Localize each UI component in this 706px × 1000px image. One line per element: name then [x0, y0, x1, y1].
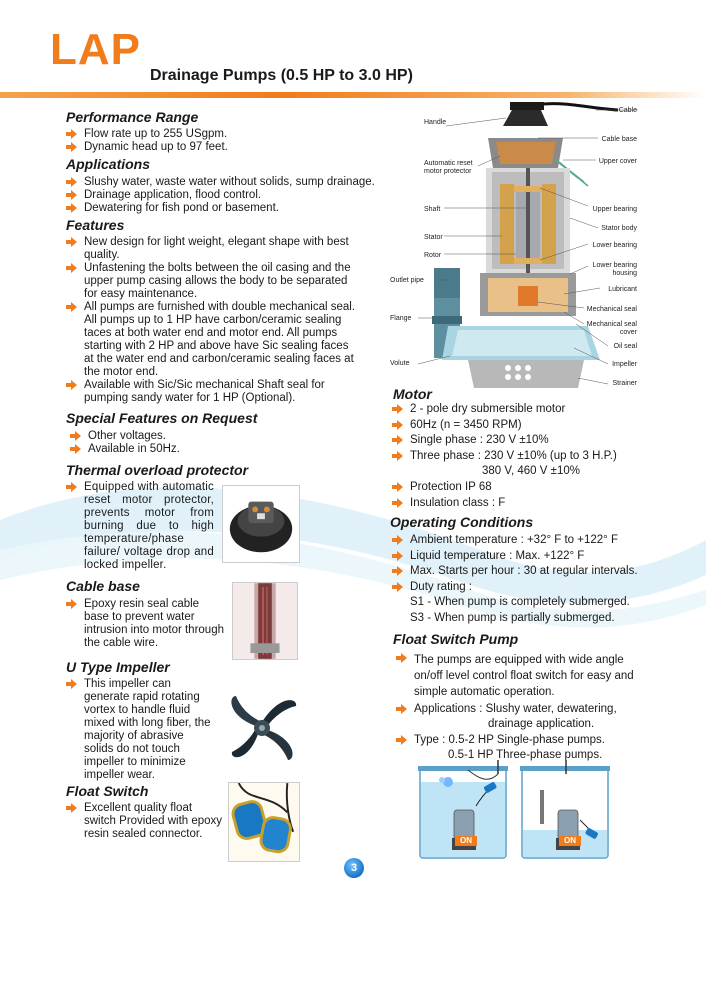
label-upper-cover: Upper cover	[598, 158, 637, 165]
float-pump-illustration	[418, 760, 612, 860]
list-item: Liquid temperature : Max. +122° F	[392, 550, 672, 563]
u-type-impeller-heading: U Type Impeller	[66, 659, 170, 675]
list-item: Insulation class : F	[392, 497, 672, 510]
arrow-bullet-icon	[392, 498, 403, 508]
list-item: All pumps are furnished with double mechanical seal. All pumps up to 1 HP have carbon/ceramic sealing taces at both water end and motor end. All pumps starting with 2 HP and above have Sic sealing faces at the water end and carbon/ceramic sealing faces at the motor end.	[66, 301, 356, 379]
label-lubricant: Lubricant	[608, 286, 637, 293]
float-switch-photo	[228, 782, 300, 862]
list-item: Three phase : 230 V ±10% (up to 3 H.P.)	[392, 450, 672, 463]
arrow-bullet-icon	[66, 142, 77, 152]
list-item: Max. Starts per hour : 30 at regular intervals.	[392, 565, 672, 578]
performance-heading: Performance Range	[66, 109, 199, 125]
special-features-heading: Special Features on Request	[66, 410, 258, 426]
thermal-protector-heading: Thermal overload protector	[66, 462, 249, 478]
list-item: Slushy water, waste water without solids, sump drainage.	[66, 176, 386, 189]
operating-list	[392, 534, 672, 628]
label-outlet-pipe: Outlet pipe	[390, 277, 424, 284]
label-oil-seal: Oil seal	[613, 343, 637, 350]
arrow-bullet-icon	[392, 420, 403, 430]
arrow-bullet-icon	[392, 451, 403, 461]
performance-list	[66, 128, 376, 154]
page-title: Drainage Pumps (0.5 HP to 3.0 HP)	[150, 67, 413, 84]
operating-conditions-heading: Operating Conditions	[390, 514, 534, 530]
arrow-bullet-icon	[70, 444, 81, 454]
duty-s3: S3 - When pump is partially submerged.	[410, 611, 615, 624]
arrow-bullet-icon	[66, 803, 77, 813]
label-cable: Cable	[618, 107, 637, 114]
arrow-bullet-icon	[66, 203, 77, 213]
features-list	[66, 236, 356, 405]
thermal-protector-photo	[222, 485, 300, 563]
motor-heading: Motor	[393, 386, 432, 402]
thermal-protector-list	[66, 481, 214, 572]
cable-base-photo	[232, 582, 298, 660]
arrow-bullet-icon	[66, 129, 77, 139]
arrow-bullet-icon	[392, 551, 403, 561]
duty-s1: S1 - When pump is completely submerged.	[410, 596, 630, 609]
page-number-badge: 3	[344, 858, 364, 878]
list-item: Excellent quality float switch Provided with epoxy resin sealed connector.	[66, 802, 226, 841]
float-pump-list	[396, 652, 646, 765]
label-volute: Volute	[390, 360, 410, 367]
list-item: Protection IP 68	[392, 481, 672, 494]
applications-heading: Applications	[66, 156, 151, 172]
list-item-continuation: 0.5-1 HP Three-phase pumps.	[448, 749, 603, 762]
on-badge-tank-2: ON	[559, 836, 581, 846]
list-item: Type : 0.5-2 HP Single-phase pumps.	[396, 734, 646, 747]
list-item: Epoxy resin seal cable base to prevent water intrusion into motor through the cable wire.	[66, 598, 226, 650]
label-rotor: Rotor	[424, 252, 442, 259]
list-item: Duty rating :	[392, 581, 672, 594]
label-impeller: Impeller	[612, 361, 637, 368]
label-lower-bearing-housing: Lower bearing housing	[592, 262, 637, 277]
arrow-bullet-icon	[66, 177, 77, 187]
features-heading: Features	[66, 217, 125, 233]
brand-logo-text: LAP	[50, 25, 141, 74]
label-motor-protector: Automatic reset motor protector	[424, 160, 473, 175]
arrow-bullet-icon	[396, 653, 407, 663]
arrow-bullet-icon	[392, 482, 403, 492]
list-item: The pumps are equipped with wide angle on/off level control float switch for easy and simple automatic operation.	[396, 652, 646, 700]
arrow-bullet-icon	[392, 535, 403, 545]
label-mechanical-seal-cover: Mechanical seal cover	[586, 321, 637, 336]
on-badge-tank-1: ON	[455, 836, 477, 846]
arrow-bullet-icon	[66, 302, 77, 312]
list-item: Equipped with automatic reset motor protector, prevents motor from burning due to high temperature/phase failure/ voltage drop and locked impeller.	[66, 481, 214, 572]
arrow-bullet-icon	[66, 679, 77, 689]
impeller-photo	[222, 688, 302, 768]
label-upper-bearing: Upper bearing	[592, 206, 637, 213]
list-item: Other voltages.	[70, 430, 350, 443]
label-strainer: Strainer	[612, 380, 637, 387]
label-lower-bearing: Lower bearing	[592, 242, 637, 249]
list-item: Available in 50Hz.	[70, 443, 350, 456]
list-item: Drainage application, flood control.	[66, 189, 386, 202]
arrow-bullet-icon	[392, 582, 403, 592]
list-item: New design for light weight, elegant shape with best quality.	[66, 236, 356, 262]
list-item-continuation: drainage application.	[488, 718, 595, 731]
label-flange: Flange	[390, 315, 412, 322]
list-item: Available with Sic/Sic mechanical Shaft seal for pumping sandy water for 1 HP (Optional).	[66, 379, 356, 405]
arrow-bullet-icon	[392, 404, 403, 414]
float-switch-pump-heading: Float Switch Pump	[393, 631, 519, 647]
label-cable-base: Cable base	[601, 136, 637, 143]
float-switch-list	[66, 802, 226, 841]
label-mechanical-seal: Mechanical seal	[586, 306, 637, 313]
label-handle: Handle	[424, 119, 447, 126]
list-item: Dynamic head up to 97 feet.	[66, 141, 376, 154]
label-shaft: Shaft	[424, 206, 441, 213]
arrow-bullet-icon	[66, 599, 77, 609]
arrow-bullet-icon	[70, 431, 81, 441]
arrow-bullet-icon	[66, 263, 77, 273]
list-item-continuation: 380 V, 460 V ±10%	[482, 465, 580, 478]
cable-base-heading: Cable base	[66, 578, 140, 594]
list-item: Unfastening the bolts between the oil casing and the upper pump casing allows the body to be separated for easy maintenance.	[66, 262, 356, 301]
cable-base-list	[66, 598, 226, 650]
motor-list	[392, 403, 672, 512]
impeller-list	[66, 678, 216, 782]
label-stator: Stator	[424, 234, 443, 241]
arrow-bullet-icon	[396, 735, 407, 745]
label-stator-body: Stator body	[601, 225, 637, 232]
float-switch-heading: Float Switch	[66, 783, 149, 799]
list-item: Dewatering for fish pond or basement.	[66, 202, 386, 215]
arrow-bullet-icon	[392, 435, 403, 445]
arrow-bullet-icon	[396, 704, 407, 714]
arrow-bullet-icon	[392, 566, 403, 576]
list-item: Ambient temperature : +32° F to +122° F	[392, 534, 672, 547]
list-item: Flow rate up to 255 USgpm.	[66, 128, 376, 141]
list-item: 2 - pole dry submersible motor	[392, 403, 672, 416]
list-item: This impeller can generate rapid rotating vortex to handle fluid mixed with long fiber, the majority of abrasive solids do not touch impeller to minimize impeller wear.	[66, 678, 216, 782]
list-item: Applications : Slushy water, dewatering,	[396, 703, 646, 716]
list-item: 60Hz (n = 3450 RPM)	[392, 419, 672, 432]
arrow-bullet-icon	[66, 190, 77, 200]
arrow-bullet-icon	[66, 482, 77, 492]
arrow-bullet-icon	[66, 237, 77, 247]
list-item: Single phase : 230 V ±10%	[392, 434, 672, 447]
arrow-bullet-icon	[66, 380, 77, 390]
applications-list	[66, 176, 386, 215]
special-features-list	[70, 430, 350, 456]
